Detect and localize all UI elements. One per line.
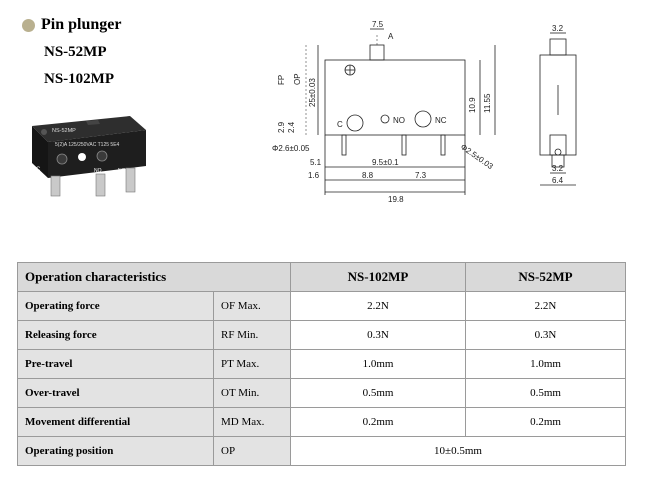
dim-a: A bbox=[388, 32, 394, 41]
dim-10-9: 10.9 bbox=[468, 97, 477, 113]
row-abbr: MD Max. bbox=[214, 408, 291, 437]
page-title: Pin plunger bbox=[41, 16, 122, 33]
row-name: Movement differential bbox=[18, 408, 214, 437]
table-row bbox=[18, 292, 626, 321]
row-abbr: RF Min. bbox=[214, 321, 291, 350]
row-value-ns102mp: 0.2mm bbox=[291, 408, 466, 437]
spec-table bbox=[17, 262, 626, 466]
row-abbr: OT Min. bbox=[214, 379, 291, 408]
dim-19-8: 19.8 bbox=[388, 195, 404, 204]
photo-terminal-no: NO bbox=[94, 168, 102, 174]
side-view-drawing bbox=[528, 25, 598, 200]
header-characteristics: Operation characteristics bbox=[18, 263, 291, 292]
row-value-ns52mp: 0.3N bbox=[466, 321, 626, 350]
row-abbr: OP bbox=[214, 437, 291, 466]
row-value-ns52mp: 2.2N bbox=[466, 292, 626, 321]
bullet-icon bbox=[22, 19, 35, 32]
label-c: C bbox=[337, 120, 343, 129]
side-dim-6-4: 6.4 bbox=[552, 176, 564, 185]
dim-hole-diameter: Φ2.5±0.03 bbox=[458, 142, 495, 172]
dim-fp: FP bbox=[277, 74, 286, 85]
row-value-ns52mp: 0.2mm bbox=[466, 408, 626, 437]
front-view-drawing bbox=[270, 15, 520, 205]
row-name: Operating force bbox=[18, 292, 214, 321]
row-name: Operating position bbox=[18, 437, 214, 466]
table-row bbox=[18, 379, 626, 408]
row-name: Pre-travel bbox=[18, 350, 214, 379]
photo-terminal-nc: NC bbox=[118, 168, 126, 174]
header-ns52mp: NS-52MP bbox=[466, 263, 626, 292]
row-abbr: PT Max. bbox=[214, 350, 291, 379]
row-value-ns52mp: 0.5mm bbox=[466, 379, 626, 408]
dim-7-3: 7.3 bbox=[415, 171, 427, 180]
row-value-ns102mp: 0.5mm bbox=[291, 379, 466, 408]
title-row bbox=[22, 16, 121, 34]
model-name-2: NS-102MP bbox=[44, 71, 114, 87]
table-row bbox=[18, 408, 626, 437]
row-name: Releasing force bbox=[18, 321, 214, 350]
row-value-ns102mp: 2.2N bbox=[291, 292, 466, 321]
row-value-ns102mp: 0.3N bbox=[291, 321, 466, 350]
side-dim-3-2-top: 3.2 bbox=[552, 25, 564, 33]
photo-rating-text: 5(2)A 125/250VAC T125 5E4 bbox=[55, 142, 120, 148]
table-row bbox=[18, 321, 626, 350]
label-nc: NC bbox=[435, 116, 447, 125]
row-value-ns102mp: 1.0mm bbox=[291, 350, 466, 379]
row-value-ns52mp: 1.0mm bbox=[466, 350, 626, 379]
dim-pin-diameter: Φ2.6±0.05 bbox=[272, 144, 310, 153]
dim-7-5: 7.5 bbox=[372, 20, 384, 29]
dim-2-9: 2.9 bbox=[277, 121, 286, 133]
side-dim-3-2-bottom: 3.2 bbox=[552, 164, 564, 173]
header-ns102mp: NS-102MP bbox=[291, 263, 466, 292]
photo-terminal-c: C bbox=[36, 167, 41, 173]
dim-8-8: 8.8 bbox=[362, 171, 374, 180]
dim-2-4: 2.4 bbox=[287, 121, 296, 133]
row-abbr: OF Max. bbox=[214, 292, 291, 321]
dim-25: 25±0.03 bbox=[308, 78, 317, 107]
label-no: NO bbox=[393, 116, 405, 125]
photo-brand-text: NS-52MP bbox=[52, 128, 76, 134]
table-header-row bbox=[18, 263, 626, 292]
dim-1-6: 1.6 bbox=[308, 171, 320, 180]
dim-5-1: 5.1 bbox=[310, 158, 322, 167]
dim-11-55: 11.55 bbox=[483, 93, 492, 113]
table-row bbox=[18, 437, 626, 466]
row-value-shared: 10±0.5mm bbox=[291, 437, 626, 466]
product-photo bbox=[22, 108, 152, 203]
dim-op: OP bbox=[293, 73, 302, 85]
table-row bbox=[18, 350, 626, 379]
header bbox=[22, 16, 121, 88]
dim-9-5: 9.5±0.1 bbox=[372, 158, 399, 167]
row-name: Over-travel bbox=[18, 379, 214, 408]
model-name-1: NS-52MP bbox=[44, 44, 107, 60]
